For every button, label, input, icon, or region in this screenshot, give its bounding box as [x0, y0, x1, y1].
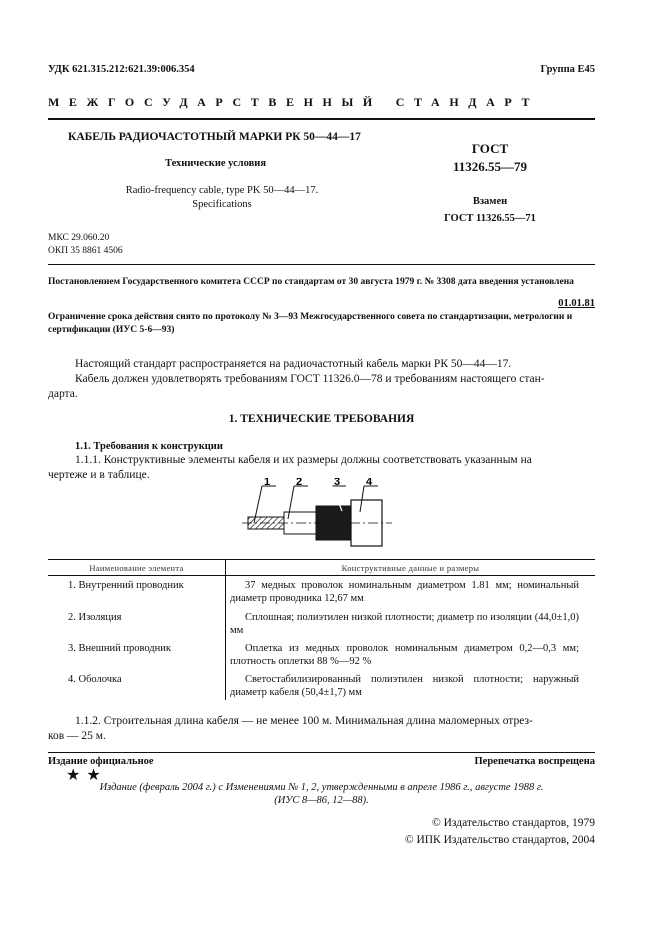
edition-note	[48, 781, 595, 807]
clause-1-1-2-line-2: ков — 25 м.	[48, 730, 106, 742]
clause-1-1-2	[48, 714, 595, 744]
clause-1-1-1-line-2: чертеже и в таблице.	[48, 469, 150, 481]
drawing-label-4: 4	[366, 478, 373, 488]
subsection-heading: 1.1. Требования к конструкции	[75, 441, 223, 452]
english-title-line-2: Specifications	[192, 199, 252, 210]
table-column-divider	[225, 559, 226, 700]
gost-number-value: 11326.55—79	[452, 159, 528, 174]
table-header-data: Конструктивные данные и размеры	[341, 563, 480, 573]
replaces-value: ГОСТ 11326.55—71	[444, 213, 536, 224]
drawing-label-1: 1	[264, 478, 271, 488]
cable-cross-section-drawing	[238, 478, 398, 550]
intro-paragraphs	[48, 357, 595, 402]
star-icon: ★	[86, 767, 107, 784]
standard-type-heading: МЕЖГОСУДАРСТВЕННЫЙ СТАНДАРТ	[48, 95, 540, 109]
table-row-4-element: 4. Оболочка	[68, 674, 122, 685]
intro-paragraph-1: Настоящий стандарт распространяется на радиочастотный кабель марки РК 50—44—17.	[75, 358, 512, 370]
gost-label: ГОСТ	[471, 141, 509, 156]
english-title	[90, 184, 354, 212]
okp-code: ОКП 35 8861 4506	[48, 246, 123, 256]
table-row-2-element: 2. Изоляция	[68, 612, 122, 623]
table-header-element: Наименование элемента	[89, 563, 184, 573]
footer-rule	[48, 752, 595, 753]
english-title-line-1: Radio-frequency cable, type PK 50—44—17.	[125, 185, 319, 196]
replaces-block	[430, 193, 550, 227]
intro-paragraph-2-continued: дарта.	[48, 388, 78, 400]
copyright-line-2: © ИПК Издательство стандартов, 2004	[404, 834, 595, 846]
reprint-prohibited: Перепечатка воспрещена	[474, 756, 595, 767]
document-title: КАБЕЛЬ РАДИОЧАСТОТНЫЙ МАРКИ РК 50—44—17	[68, 131, 361, 143]
resolution-text: Постановлением Государственного комитета СССР по стандартам от 30 августа 1979 г. № 3308 дата введения установлена	[48, 277, 574, 287]
table-row-1-element: 1. Внутренний проводник	[68, 580, 184, 591]
header-rule	[48, 118, 595, 120]
clause-1-1-1-line-1: 1.1.1. Конструктивные элементы кабеля и их размеры должны соответствовать указанным на	[75, 454, 532, 466]
classification-codes	[48, 232, 123, 258]
table-header-rule	[48, 575, 595, 576]
official-edition: Издание официальное	[48, 756, 154, 767]
restriction-note: Ограничение срока действия снято по протоколу № 3—93 Межгосударственного совета по стандартизации, метрологии и сертификации (ИУС 5-6—93)	[48, 312, 573, 335]
table-row-1-data: 37 медных проволок номинальным диаметром 1.81 мм; номинальный диаметр проводника 12,67 мм	[230, 580, 579, 604]
replaces-label: Взамен	[472, 196, 508, 207]
table-top-rule	[48, 559, 595, 560]
gost-number	[430, 140, 550, 176]
udc-code: УДК 621.315.212:621.39:006.354	[48, 64, 195, 75]
clause-1-1-2-line-1: 1.1.2. Строительная длина кабеля — не менее 100 м. Минимальная длина маломерных отрез-	[75, 715, 533, 727]
group-code: Группа Е45	[540, 64, 595, 75]
table-row-3-element: 3. Внешний проводник	[68, 643, 171, 654]
table-row-3-data: Оплетка из медных проволок номинальным диаметром 0,2—0,3 мм; плотность оплетки 88 %—92 %	[230, 643, 579, 667]
codes-rule	[48, 264, 595, 265]
copyright-line-1: © Издательство стандартов, 1979	[431, 817, 595, 829]
star-icon: ★	[66, 767, 87, 784]
intro-paragraph-2: Кабель должен удовлетворять требованиям ГОСТ 11326.0—78 и требованиям настоящего стан-	[75, 373, 545, 385]
table-row-4-data: Светостабилизированный полиэтилен низкой плотности; наружный диаметр кабеля (50,4±1,7) мм	[230, 674, 579, 698]
edition-note-line-2: (ИУС 8—86, 12—88).	[274, 795, 369, 806]
edition-note-line-1: Издание (февраль 2004 г.) с Изменениями № 1, 2, утвержденными в апреле 1986 г., августе 1988 г.	[99, 782, 544, 793]
introduction-date: 01.01.81	[558, 298, 595, 309]
drawing-label-3: 3	[334, 478, 341, 488]
document-subtitle: Технические условия	[165, 158, 267, 169]
table-row-2-data: Сплошная; полиэтилен низкой плотности; диаметр по изоляции (44,0±1,0) мм	[230, 612, 579, 636]
drawing-label-2: 2	[296, 478, 303, 488]
mks-code: МКС 29.060.20	[48, 233, 110, 243]
section-heading: 1. ТЕХНИЧЕСКИЕ ТРЕБОВАНИЯ	[228, 413, 415, 425]
copyright-block	[405, 815, 595, 849]
